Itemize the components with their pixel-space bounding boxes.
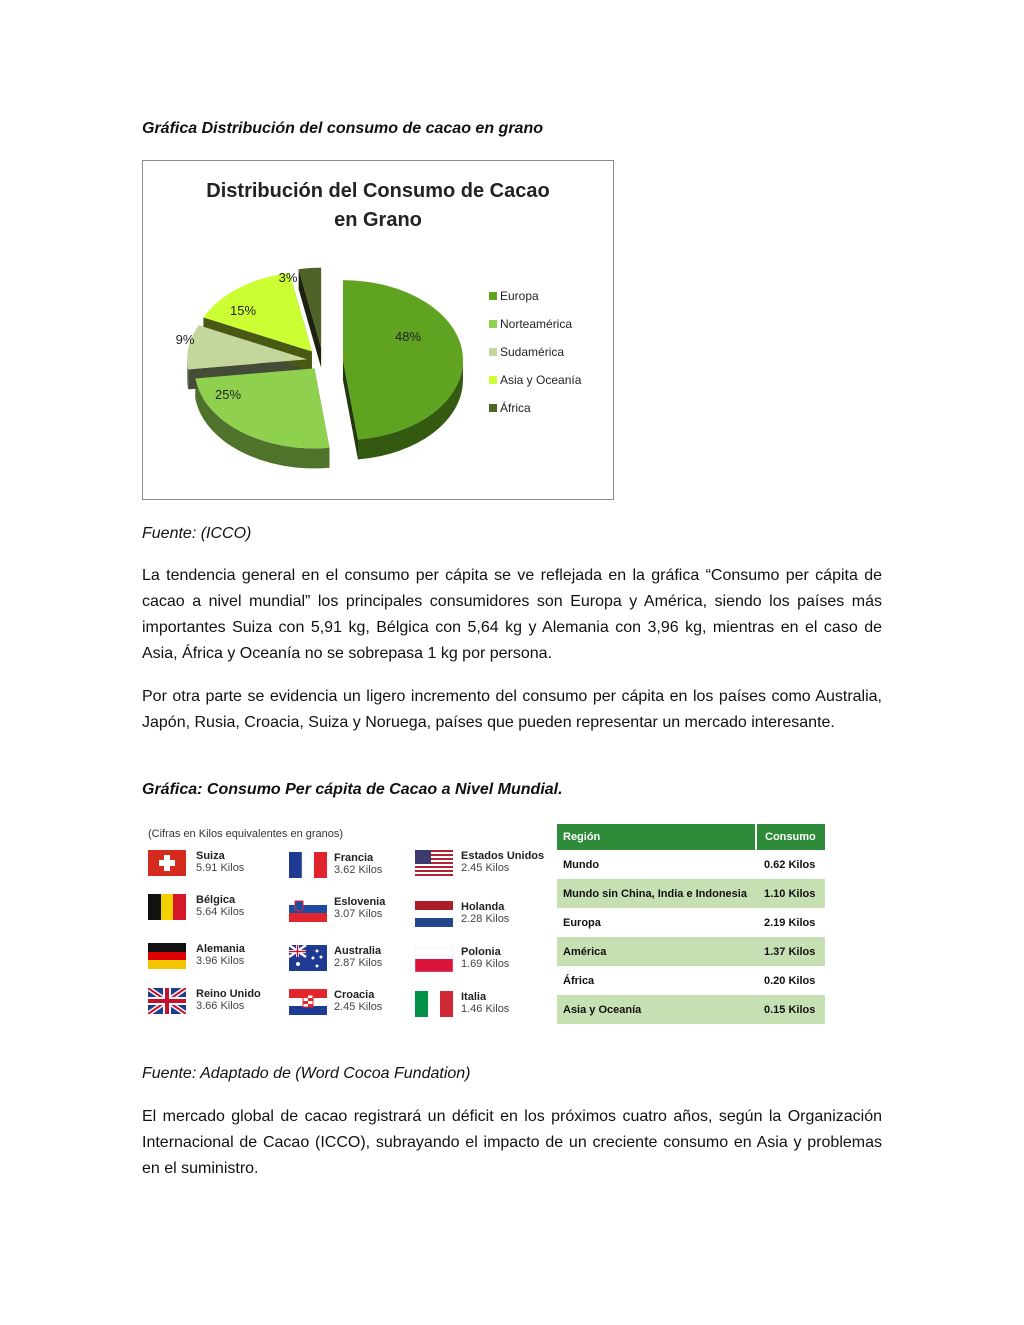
- flag-holanda-icon: [415, 901, 453, 927]
- country-name: Australia: [334, 945, 382, 957]
- consumo-cell: 0.15 Kilos: [764, 1003, 816, 1016]
- source-icco: Fuente: (ICCO): [142, 525, 252, 542]
- flag-francia-icon: [289, 852, 327, 878]
- pie-data-label: 15%: [229, 303, 257, 318]
- country-name: Italia: [461, 991, 487, 1003]
- table-row: [557, 908, 825, 937]
- region-cell: Mundo sin China, India e Indonesia: [563, 887, 747, 900]
- country-name: Suiza: [196, 850, 225, 862]
- legend-swatch: [489, 404, 497, 412]
- table-row: [557, 995, 825, 1024]
- country-kilos: 2.45 Kilos: [334, 1001, 383, 1013]
- consumo-cell: 0.62 Kilos: [764, 858, 816, 871]
- consumo-cell: 2.19 Kilos: [764, 916, 816, 929]
- paragraph-3: El mercado global de cacao registrará un déficit en los próximos cuatro años, según la Organización Internacional de Cacao (ICCO), subrayando el impacto de un creciente consumo en Asia y problemas en el suministro.: [142, 1108, 882, 1177]
- pie-data-label: 3%: [278, 270, 298, 285]
- paragraph-2: Por otra parte se evidencia un ligero incremento del consumo per cápita en los países como Australia, Japón, Rusia, Croacia, Suiza y Noruega, países que pueden representar un mercado interesante.: [142, 688, 882, 731]
- country-kilos: 2.87 Kilos: [334, 957, 383, 969]
- pie-chart: [143, 161, 613, 499]
- flags-header: (Cifras en Kilos equivalentes en granos): [148, 828, 344, 840]
- chart-caption: Gráfica Distribución del consumo de cacao en grano: [142, 120, 543, 137]
- country-name: Holanda: [461, 901, 505, 913]
- table-header-consumo: Consumo: [765, 831, 816, 843]
- pie-slice-norteam-rica: [195, 368, 329, 448]
- country-name: Bélgica: [196, 894, 236, 906]
- pie-data-label: 25%: [214, 387, 242, 402]
- flag-italia-icon: [415, 991, 453, 1017]
- country-kilos: 3.62 Kilos: [334, 864, 383, 876]
- table-row: [557, 937, 825, 966]
- legend-label: Europa: [500, 289, 539, 303]
- flag-estados-unidos-icon: [415, 850, 453, 876]
- flag-eslovenia-icon: [289, 896, 327, 922]
- country-kilos: 1.46 Kilos: [461, 1003, 510, 1015]
- country-kilos: 2.28 Kilos: [461, 913, 510, 925]
- table-row: [557, 850, 825, 879]
- chart-title-line2: en Grano: [334, 209, 422, 231]
- chart-title-line1: Distribución del Consumo de Cacao: [206, 180, 550, 202]
- country-kilos: 5.91 Kilos: [196, 862, 245, 874]
- table-header-region: Región: [557, 824, 756, 850]
- country-kilos: 3.66 Kilos: [196, 1000, 245, 1012]
- flag-suiza-icon: [148, 850, 186, 876]
- region-cell: África: [563, 974, 595, 987]
- flag-polonia-icon: [415, 946, 453, 972]
- legend-label: Asia y Oceanía: [500, 373, 582, 387]
- country-name: Croacia: [334, 989, 375, 1001]
- country-kilos: 3.07 Kilos: [334, 908, 383, 920]
- flag-alemania-icon: [148, 943, 186, 969]
- legend-swatch: [489, 320, 497, 328]
- legend-label: Norteamérica: [500, 317, 573, 331]
- pie-data-label: 9%: [175, 332, 195, 347]
- pie-chart-frame: [142, 160, 614, 500]
- consumo-cell: 0.20 Kilos: [764, 974, 816, 987]
- legend-swatch: [489, 376, 497, 384]
- region-consumption-table: [557, 824, 825, 1024]
- country-name: Francia: [334, 852, 374, 864]
- country-kilos: 3.96 Kilos: [196, 955, 245, 967]
- country-kilos: 1.69 Kilos: [461, 958, 510, 970]
- country-kilos: 2.45 Kilos: [461, 862, 510, 874]
- country-name: Eslovenia: [334, 896, 386, 908]
- country-name: Alemania: [196, 943, 245, 955]
- flag-reino-unido-icon: [148, 988, 186, 1014]
- region-cell: Asia y Oceanía: [563, 1003, 642, 1016]
- paragraph-1: La tendencia general en el consumo per cápita se ve reflejada en la gráfica “Consumo per cápita de cacao a nivel mundial” los principales consumidores son Europa y América, siendo los países más importantes Suiza con 5,91 kg, Bélgica con 5,64 kg y Alemania con 3,96 kg, mientras en el caso de Asia, África y Oceanía no se sobrepasa 1 kg por persona.: [142, 567, 882, 662]
- consumo-cell: 1.10 Kilos: [764, 887, 816, 900]
- region-cell: América: [563, 945, 607, 958]
- region-cell: Mundo: [563, 858, 600, 871]
- chart2-caption: Gráfica: Consumo Per cápita de Cacao a Nivel Mundial.: [142, 781, 563, 798]
- legend-swatch: [489, 348, 497, 356]
- legend-label: África: [500, 401, 531, 415]
- region-cell: Europa: [563, 916, 601, 929]
- country-name: Estados Unidos: [461, 850, 545, 862]
- flag-croacia-icon: [289, 989, 327, 1015]
- consumo-cell: 1.37 Kilos: [764, 945, 816, 958]
- country-kilos: 5.64 Kilos: [196, 906, 245, 918]
- table-row: [557, 966, 825, 995]
- country-name: Polonia: [461, 946, 501, 958]
- pie-data-label: 48%: [394, 329, 422, 344]
- country-name: Reino Unido: [196, 988, 261, 1000]
- legend-swatch: [489, 292, 497, 300]
- flag-australia-icon: [289, 945, 327, 971]
- legend-label: Sudamérica: [500, 345, 565, 359]
- flag-belgica-icon: [148, 894, 186, 920]
- table-row: [557, 879, 825, 908]
- source-wcf: Fuente: Adaptado de (Word Cocoa Fundation): [142, 1065, 471, 1082]
